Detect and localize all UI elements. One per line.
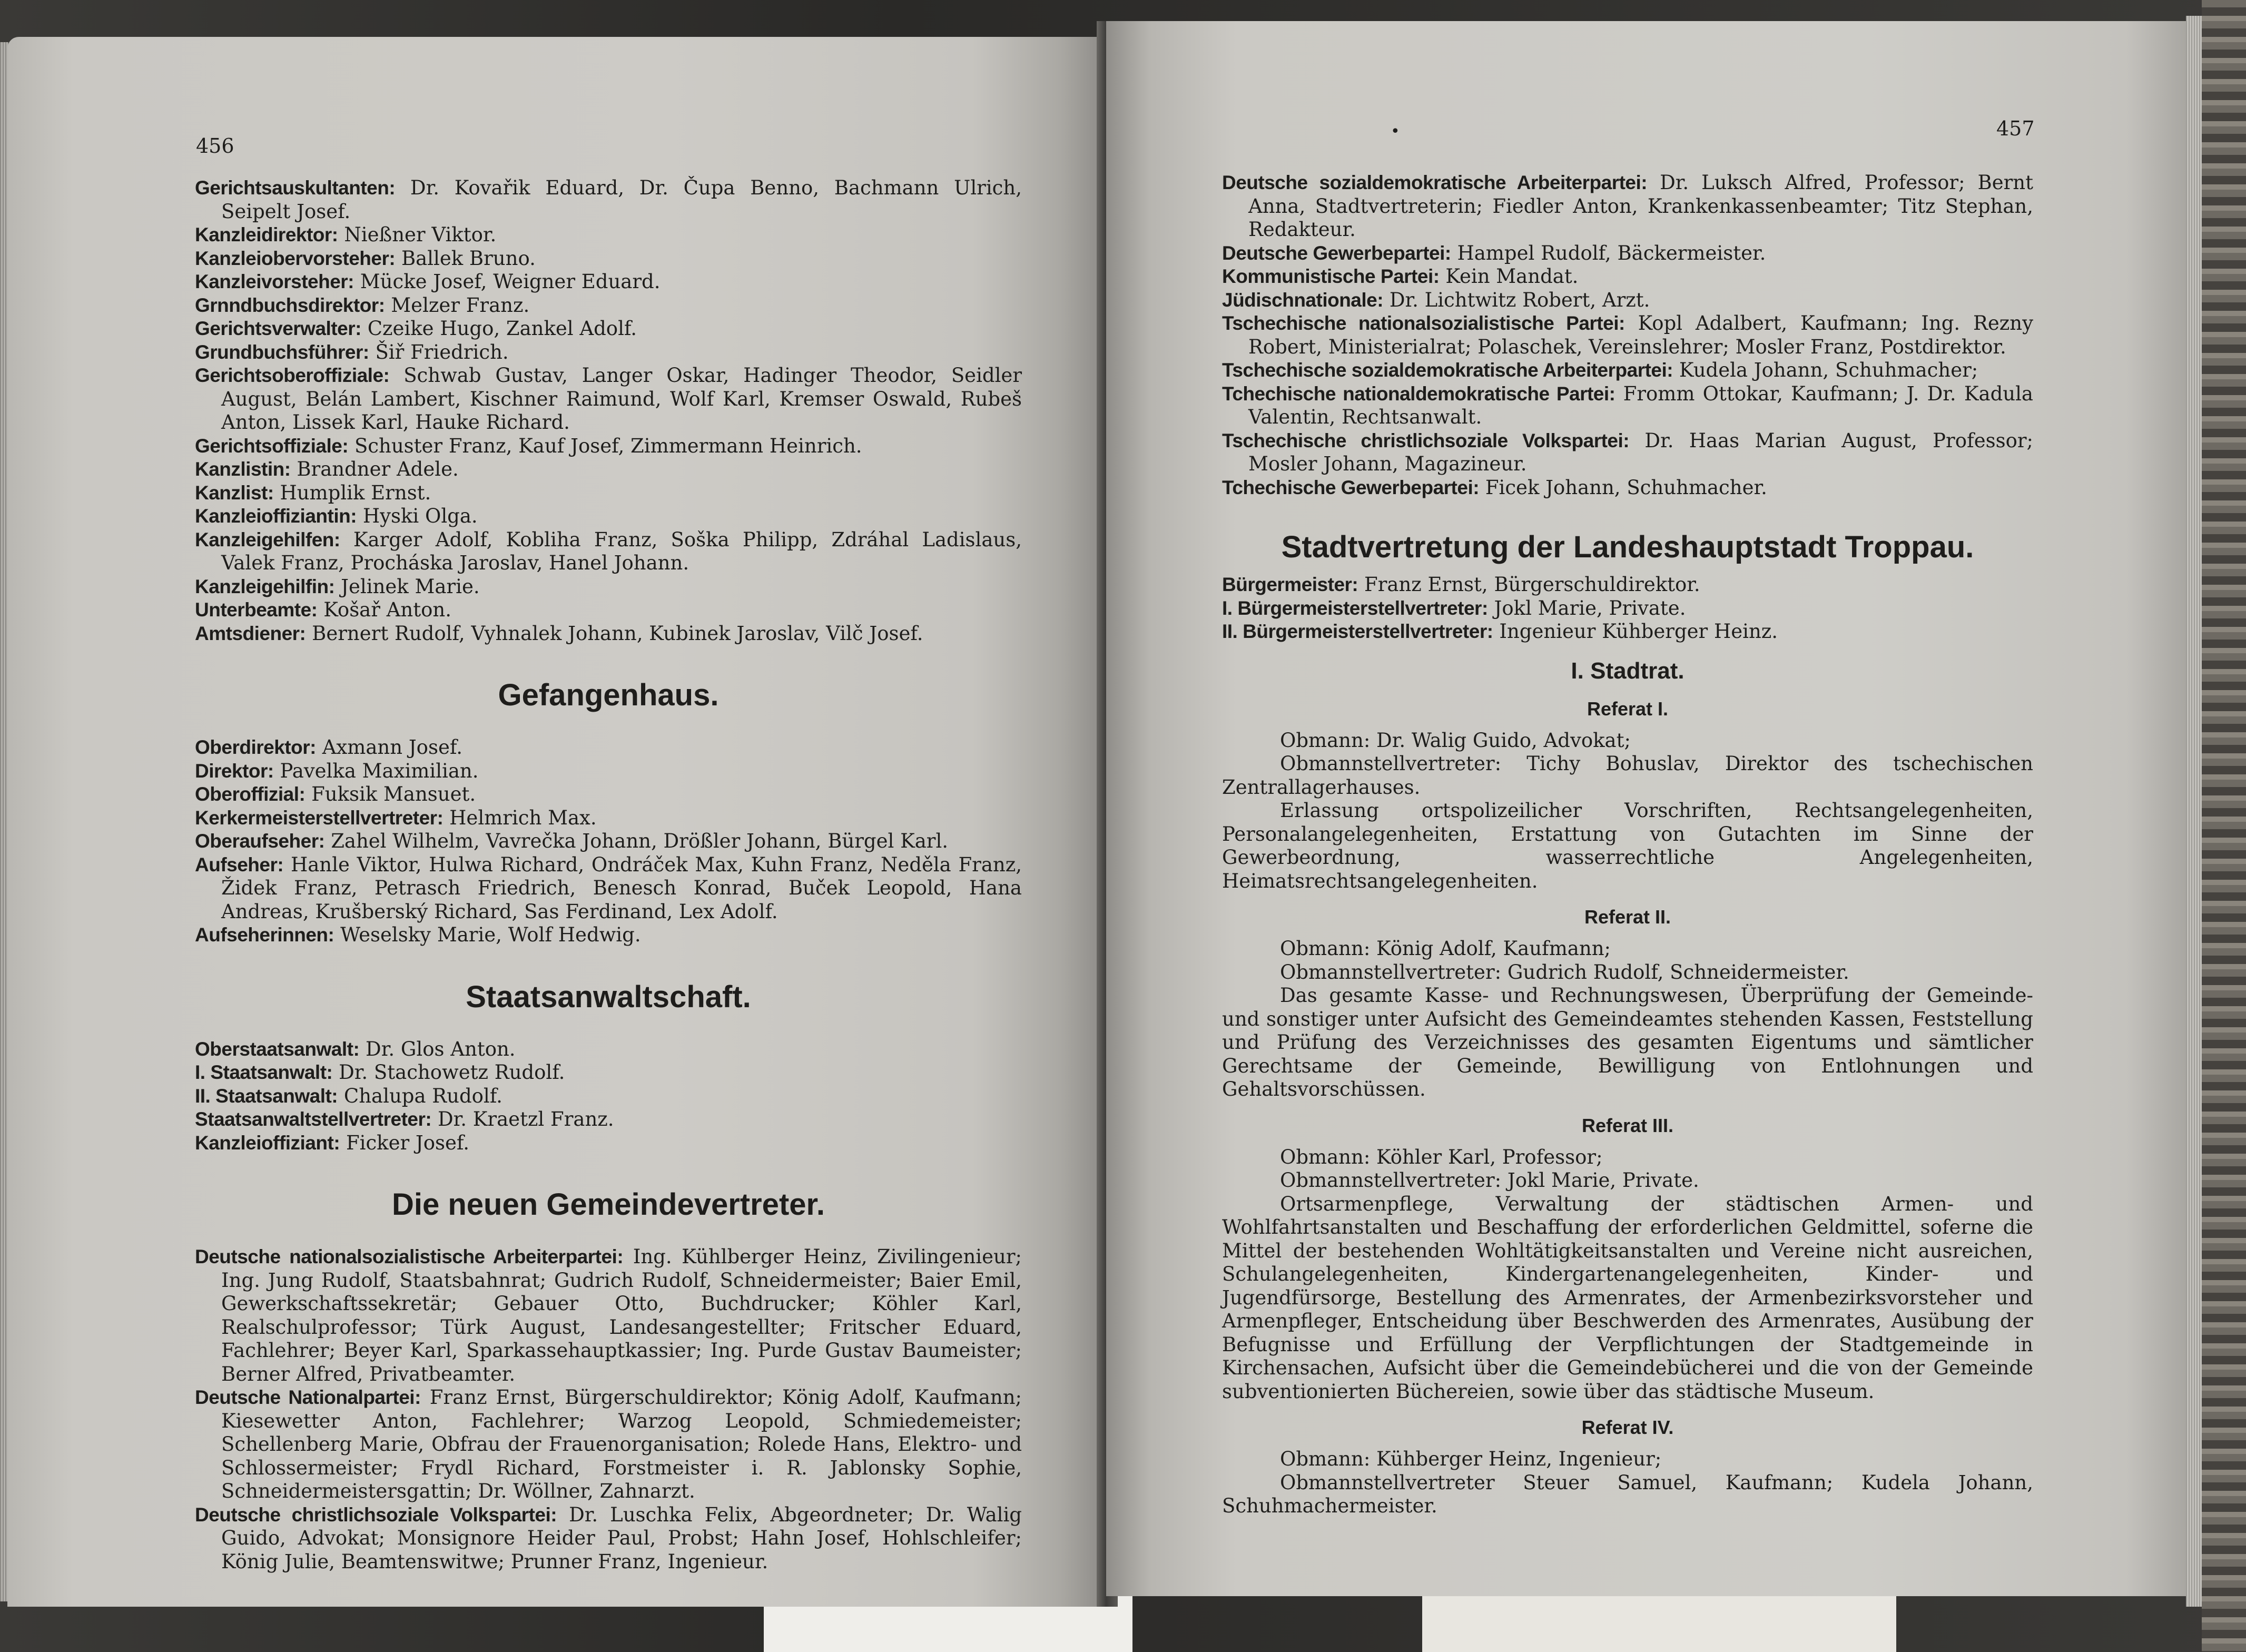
party-list [1222, 171, 2033, 499]
referat-title: Referat II. [1584, 906, 1671, 928]
list-item: Bürgermeister: Franz Ernst, Bürgerschuldirektor. [1222, 573, 1700, 596]
list-item: Amtsdiener: Bernert Rudolf, Vyhnalek Johann, Kubinek Jaroslav, Vilč Josef. [195, 622, 923, 645]
referat-obmann: Obmann: Kühberger Heinz, Ingenieur; [1280, 1448, 1662, 1470]
staatsanwaltschaft-list [195, 1038, 1022, 1155]
list-item: Kanzlistin: Brandner Adele. [195, 458, 459, 480]
list-item: Aufseher: Hanle Viktor, Hulwa Richard, Ondráček Max, Kuhn Franz, Neděla Franz, Židek Franz, Petrasch Friedrich, Benesch Konrad, Buček Leopold, Hana Andreas, Krušberský Richard, Sas Ferdinand, Lex Adolf. [195, 853, 1022, 923]
list-item: Gerichtsverwalter: Czeike Hugo, Zankel Adolf. [195, 317, 637, 340]
list-item: Aufseherinnen: Weselsky Marie, Wolf Hedwig. [195, 923, 641, 946]
referat-stellvertreter: Obmannstellvertreter: Tichy Bohuslav, Direktor des tschechischen Zentrallagerhauses. [1222, 752, 2033, 799]
list-item: Tschechische sozialdemokratische Arbeiterpartei: Kudela Johann, Schuhmacher; [1222, 359, 1978, 381]
referat-block [1222, 1416, 2033, 1518]
list-item: Gerichtsoberoffiziale: Schwab Gustav, Langer Oskar, Hadinger Theodor, Seidler August, Belán Lambert, Kischner Raimund, Wolf Karl, Kremser Oswald, Rubeš Anton, Lissek Karl, Hauke Richard. [195, 364, 1022, 434]
list-item: Deutsche nationalsozialistische Arbeiterpartei: Ing. Kühlberger Heinz, Zivilingenieur; Ing. Jung Rudolf, Staatsbahnrat; Gudrich Rudolf, Schneidermeister; Baier Emil, Gewerkschaftssekretär; Gebauer Otto, Buchdrucker; Köhler Karl, Realschulprofessor; Türk August, Landesangestellter; Fritscher Eduard, Fachlehrer; Beyer Karl, Sparkassehauptkassier; Ing. Purde Gustav Baumeister; Berner Alfred, Privatbeamter. [195, 1245, 1022, 1385]
list-item: Deutsche Nationalpartei: Franz Ernst, Bürgerschuldirektor; König Adolf, Kaufmann; Kiesewetter Anton, Fachlehrer; Warzog Leopold, Schmiedemeister; Schellenberg Marie, Obfrau der Frauenorganisation; Rolede Hans, Elektro- und Schlossermeister; Frydl Richard, Forstmeister i. R. Jablonsky Sophie, Schneidermeistersgattin; Dr. Wöllner, Zahnarzt. [195, 1386, 1022, 1502]
print-dot: • [1391, 122, 1400, 141]
background-photo-edge [2202, 0, 2246, 1652]
list-item: Gerichtsauskultanten: Dr. Kovařik Eduard, Dr. Čupa Benno, Bachmann Ulrich, Seipelt Josef. [195, 176, 1022, 223]
left-page-column [195, 176, 1022, 1574]
list-item: Direktor: Pavelka Maximilian. [195, 759, 479, 782]
list-item: Unterbeamte: Košař Anton. [195, 598, 451, 621]
list-item: Kanzleidirektor: Nießner Viktor. [195, 223, 497, 246]
gemeindevertreter-list [195, 1245, 1022, 1574]
referat-aufgaben: Erlassung ortspolizeilicher Vorschriften, Rechtsangelegenheiten, Personalangelegenheiten, Erstattung von Gutachten im Sinne der Gewerbeordnung, wasserrechtliche Angelegenheiten, Heimatsrechtsangelegenheiten. [1222, 799, 2033, 892]
list-item: Oberaufseher: Zahel Wilhelm, Vavrečka Johann, Drößler Johann, Bürgel Karl. [195, 830, 949, 852]
list-item: Kanzleigehilfin: Jelinek Marie. [195, 575, 480, 598]
referat-stellvertreter: Obmannstellvertreter: Jokl Marie, Private. [1280, 1169, 1699, 1192]
list-item: I. Staatsanwalt: Dr. Stachowetz Rudolf. [195, 1061, 565, 1084]
section-heading-staatsanwaltschaft: Staatsanwaltschaft. [466, 979, 751, 1014]
list-item: Tchechische nationaldemokratische Partei: Fromm Ottokar, Kaufmann; J. Dr. Kadula Valentin, Rechtsanwalt. [1222, 382, 2033, 428]
gefangenhaus-list [195, 736, 1022, 947]
list-item: Tschechische nationalsozialistische Partei: Kopl Adalbert, Kaufmann; Ing. Rezny Robert, Ministerialrat; Polaschek, Vereinslehrer; Mosler Franz, Postdirektor. [1222, 312, 2033, 358]
list-item: Kerkermeisterstellvertreter: Helmrich Max. [195, 806, 597, 829]
list-item: Kanzleiobervorsteher: Ballek Bruno. [195, 247, 536, 270]
referat-block [1222, 906, 2033, 1102]
section-heading-gefangenhaus: Gefangenhaus. [498, 678, 719, 712]
referat-aufgaben: Das gesamte Kasse- und Rechnungswesen, Überprüfung der Gemeinde- und sonstiger unter Aufsicht des Gemeindeamtes stehenden Kassen, Feststellung und Prüfung des Verzeichnisses des gesamten Eigentums und sämtlicher Gerechtsame der Gemeinde, Bewilligung von Entlohnungen und Gehaltsvorschüssen. [1222, 984, 2033, 1100]
list-item: Kanzleivorsteher: Mücke Josef, Weigner Eduard. [195, 270, 661, 293]
stadtvertretung-list [1222, 573, 2033, 644]
referat-obmann: Obmann: Dr. Walig Guido, Advokat; [1280, 729, 1631, 752]
right-page-number: 457 [1996, 117, 2035, 140]
referat-block [1222, 697, 2033, 893]
left-page-number: 456 [196, 134, 234, 158]
referat-obmann: Obmann: König Adolf, Kaufmann; [1280, 937, 1611, 960]
referat-stellvertreter: Obmannstellvertreter Steuer Samuel, Kaufmann; Kudela Johann, Schuhmachermeister. [1222, 1471, 2033, 1517]
list-item: Grnndbuchsdirektor: Melzer Franz. [195, 293, 530, 317]
list-item: Kanzleioffiziantin: Hyski Olga. [195, 505, 478, 527]
list-item: Gerichtsoffiziale: Schuster Franz, Kauf Josef, Zimmermann Heinrich. [195, 434, 862, 457]
list-item: Deutsche christlichsoziale Volkspartei: Dr. Luschka Felix, Abgeordneter; Dr. Walig Guido, Advokat; Monsignore Heider Paul, Probst; Hahn Josef, Hohlschleifer; König Julie, Beamtenswitwe; Prunner Franz, Ingenieur. [195, 1503, 1022, 1573]
list-item: Oberstaatsanwalt: Dr. Glos Anton. [195, 1037, 516, 1060]
list-item: Kanzleigehilfen: Karger Adolf, Kobliha Franz, Soška Philipp, Zdráhal Ladislaus, Valek Franz, Procháska Jaroslav, Hanel Johann. [195, 528, 1022, 574]
list-item: Grundbuchsführer: Šiř Friedrich. [195, 340, 509, 363]
list-item: Kanzleioffiziant: Ficker Josef. [195, 1131, 470, 1154]
section-heading-stadtvertretung: Stadtvertretung der Landeshauptstadt Troppau. [1281, 530, 1974, 564]
section-heading-stadtrat: I. Stadtrat. [1571, 657, 1684, 684]
list-item: II. Bürgermeisterstellvertreter: Ingenieur Kühberger Heinz. [1222, 620, 1778, 643]
list-item: II. Staatsanwalt: Chalupa Rudolf. [195, 1084, 503, 1107]
right-page-column [1222, 171, 2033, 1518]
list-item: Kommunistische Partei: Kein Mandat. [1222, 265, 1579, 288]
list-item: Jüdischnationale: Dr. Lichtwitz Robert, Arzt. [1222, 288, 1650, 311]
referat-title: Referat III. [1581, 1114, 1674, 1136]
court-staff-list [195, 176, 1022, 645]
list-item: I. Bürgermeisterstellvertreter: Jokl Marie, Private. [1222, 596, 1686, 620]
list-item: Oberdirektor: Axmann Josef. [195, 736, 462, 759]
section-heading-gemeindevertreter: Die neuen Gemeindevertreter. [392, 1187, 825, 1222]
referat-title: Referat I. [1587, 697, 1669, 720]
referat-aufgaben: Ortsarmenpflege, Verwaltung der städtischen Armen- und Wohlfahrtsanstalten und Beschaffung der erforderlichen Geldmittel, soferne die Mittel der bestehenden Wohltätigkeitsanstalten und Vereine nicht ausreichen, Schulangelegenheiten, Kindergartenangelegenheiten, Kinder- und Jugendfürsorge, Bestellung des Armenrates, der Armenbezirksvorsteher und Armenpfleger, Entscheidung über Beschwerden des Armenrates, Ausübung der Befugnisse und Erfüllung der Verpflichtungen der Stadtgemeinde in Kirchensachen, Aufsicht über die Gemeindebücherei und die von der Gemeinde subventionierten Büchereien, sowie über das städtische Museum. [1222, 1192, 2033, 1403]
referat-block [1222, 1114, 2033, 1404]
referat-stellvertreter: Obmannstellvertreter: Gudrich Rudolf, Schneidermeister. [1280, 960, 1849, 984]
list-item: Deutsche Gewerbepartei: Hampel Rudolf, Bäckermeister. [1222, 241, 1766, 264]
list-item: Staatsanwaltstellvertreter: Dr. Kraetzl Franz. [195, 1108, 614, 1130]
list-item: Tschechische christlichsoziale Volkspartei: Dr. Haas Marian August, Professor; Mosler Johann, Magazineur. [1222, 429, 2034, 475]
list-item: Deutsche sozialdemokratische Arbeiterpartei: Dr. Luksch Alfred, Professor; Bernt Anna, Stadtvertreterin; Fiedler Anton, Krankenkassenbeamter; Titz Stephan, Redakteur. [1222, 171, 2033, 241]
list-item: Oberoffizial: Fuksik Mansuet. [195, 783, 476, 805]
list-item: Tchechische Gewerbepartei: Ficek Johann, Schuhmacher. [1222, 476, 1767, 499]
referat-title: Referat IV. [1581, 1417, 1674, 1438]
referat-obmann: Obmann: Köhler Karl, Professor; [1280, 1145, 1603, 1168]
list-item: Kanzlist: Humplik Ernst. [195, 481, 431, 504]
right-page-edges [2186, 16, 2202, 1607]
